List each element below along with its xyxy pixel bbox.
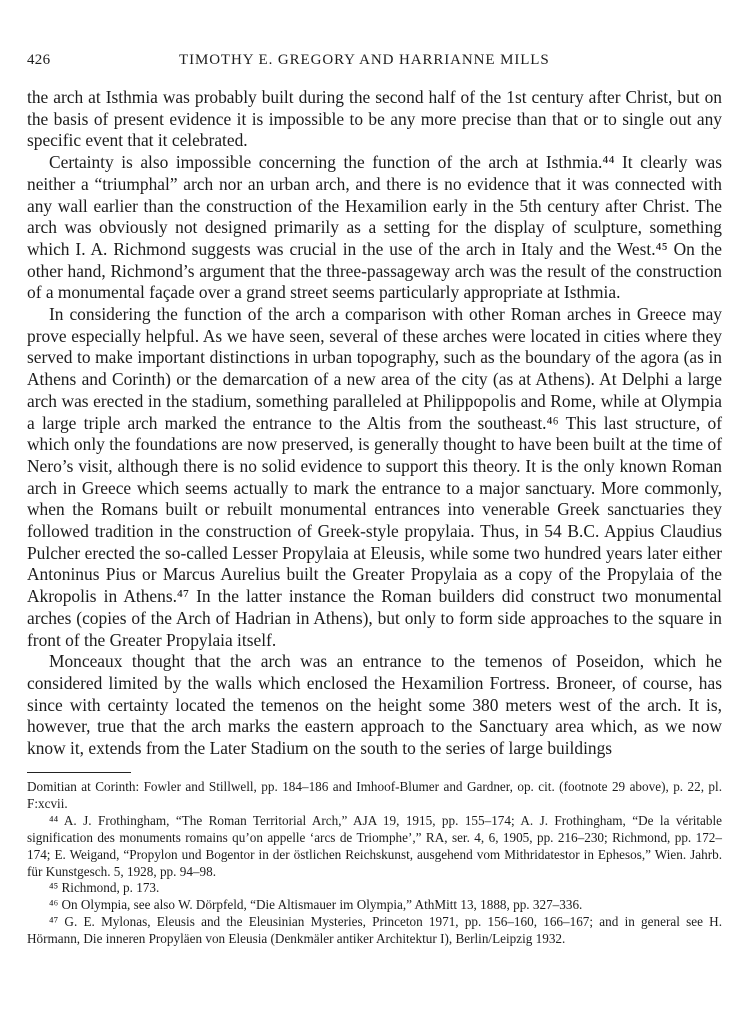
footnote: Domitian at Corinth: Fowler and Stillwell, pp. 184–186 and Imhoof-Blumer and Gardner, op. cit. (footnote 29 above), p. 22, pl. F:xcvii. [27,779,722,811]
footnote: ⁴⁵ Richmond, p. 173. [49,880,160,896]
body-text [27,87,722,760]
footnote: ⁴⁴ A. J. Frothingham, “The Roman Territorial Arch,” AJA 19, 1915, pp. 155–174; A. J. Frothingham, “De la véritable signification des monuments romains qu’on appelle ‘arcs de Triomphe’,” RA, ser. 4, 6, 1905, pp. 216–230; Richmond, pp. 172–174; E. Weigand, “Propylon und Bogentor in der östlichen Reichskunst, ausgehend vom Mithridatestor in Ephesos,” Wien. Jahrb. für Kunstgesch. 5, 1928, pp. 94–98. [27,812,722,879]
page-header [27,52,722,72]
footnote: ⁴⁷ G. E. Mylonas, Eleusis and the Eleusinian Mysteries, Princeton 1971, pp. 156–160, 166–167; and in general see H. Hörmann, Die inneren Propyläen von Eleusia (Denkmäler antiker Architektur I), Berlin/Leipzig 1932. [27,914,722,947]
footnote: ⁴⁶ On Olympia, see also W. Dörpfeld, “Die Altismauer im Olympia,” AthMitt 13, 1888, pp. 327–336. [49,897,583,913]
footnotes [27,779,722,948]
paragraph: the arch at Isthmia was probably built during the second half of the 1st century after Christ, but on the basis of present evidence it is impossible to be any more precise than that or to single out any specific event that it celebrated. [27,87,722,151]
running-head: TIMOTHY E. GREGORY AND HARRIANNE MILLS [179,52,550,68]
footnote-rule [27,772,131,773]
paragraph: Monceaux thought that the arch was an entrance to the temenos of Poseidon, which he considered limited by the walls which enclosed the Hexamilion Fortress. Broneer, of course, has since with certainty located the temenos on the height some 380 meters west of the arch. It is, however, true that the arch marks the eastern approach to the Sanctuary area which, as we now know it, extends from the Later Stadium on the south to the series of large buildings [27,651,722,759]
paragraph: In considering the function of the arch a comparison with other Roman arches in Greece may prove especially helpful. As we have seen, several of these arches were located in cities where they served to make important distinctions in urban topography, such as the boundary of the agora (as in Athens and Corinth) or the demarcation of a new area of the city (as at Athens). At Delphi a large arch was erected in the stadium, something paralleled at Philippopolis and Rome, while at Olympia a large triple arch marked the entrance to the Altis from the southeast.⁴⁶ This last structure, of which only the foundations are now preserved, is generally thought to have been built at the time of Nero’s visit, although there is no solid evidence to support this theory. It is the only known Roman arch in Greece which seems actually to mark the entrance to a major sanctuary. More commonly, when the Romans built or rebuilt monumental entrances into venerable Greek sanctuaries they followed tradition in the construction of Greek-style propylaia. Thus, in 54 B.C. Appius Claudius Pulcher erected the so-called Lesser Propylaia at Eleusis, while some two hundred years later either Antoninus Pius or Marcus Aurelius built the Greater Propylaia as a copy of the Propylaia of the Akropolis in Athens.⁴⁷ In the latter instance the Roman builders did construct two monumental arches (copies of the Arch of Hadrian in Athens), but only to form side approaches to the square in front of the Greater Propylaia itself. [27,304,722,650]
page-number: 426 [27,52,51,68]
paragraph: Certainty is also impossible concerning the function of the arch at Isthmia.⁴⁴ It clearly was neither a “triumphal” arch nor an urban arch, and there is no evidence that it was connected with any wall earlier than the construction of the Hexamilion early in the 5th century after Christ. The arch was obviously not designed primarily as a setting for the display of sculpture, something which I. A. Richmond suggests was crucial in the use of the arch in Italy and the West.⁴⁵ On the other hand, Richmond’s argument that the three-passageway arch was the result of the construction of a monumental façade over a grand street seems particularly appropriate at Isthmia. [27,152,722,303]
